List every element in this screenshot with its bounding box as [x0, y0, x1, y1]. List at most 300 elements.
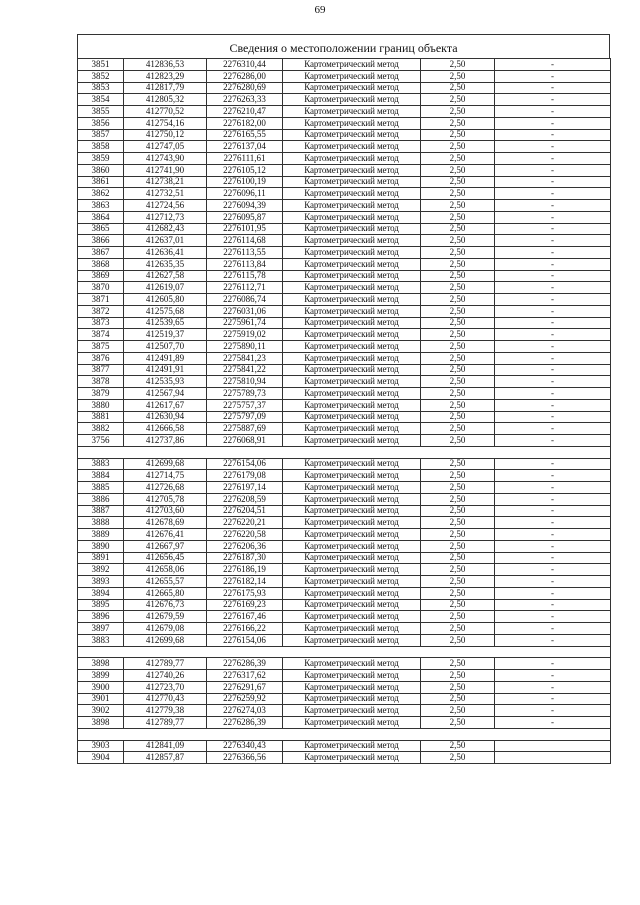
table-row — [78, 153, 611, 165]
method-cell: Картометрический метод — [283, 352, 421, 364]
precision-cell: 2,50 — [421, 423, 495, 435]
x-coordinate-cell: 412658,06 — [124, 564, 207, 576]
y-coordinate-cell: 2276310,44 — [207, 59, 283, 71]
method-cell: Картометрический метод — [283, 564, 421, 576]
point-number-cell: 3891 — [78, 552, 124, 564]
point-number-cell: 3876 — [78, 352, 124, 364]
point-number-cell: 3893 — [78, 576, 124, 588]
description-cell: - — [495, 493, 611, 505]
y-coordinate-cell: 2276286,00 — [207, 70, 283, 82]
x-coordinate-cell: 412750,12 — [124, 129, 207, 141]
table-row — [78, 740, 611, 752]
table-row — [78, 352, 611, 364]
y-coordinate-cell: 2276095,87 — [207, 211, 283, 223]
method-cell: Картометрический метод — [283, 388, 421, 400]
x-coordinate-cell: 412656,45 — [124, 552, 207, 564]
precision-cell: 2,50 — [421, 200, 495, 212]
precision-cell: 2,50 — [421, 141, 495, 153]
method-cell: Картометрический метод — [283, 153, 421, 165]
x-coordinate-cell: 412637,01 — [124, 235, 207, 247]
precision-cell: 2,50 — [421, 364, 495, 376]
table-row — [78, 59, 611, 71]
x-coordinate-cell: 412789,77 — [124, 658, 207, 670]
precision-cell: 2,50 — [421, 106, 495, 118]
precision-cell: 2,50 — [421, 552, 495, 564]
coordinates-table — [77, 58, 611, 764]
description-cell: - — [495, 305, 611, 317]
y-coordinate-cell: 2276154,06 — [207, 458, 283, 470]
y-coordinate-cell: 2276286,39 — [207, 658, 283, 670]
description-cell: - — [495, 435, 611, 447]
y-coordinate-cell: 2276274,03 — [207, 705, 283, 717]
table-row — [78, 399, 611, 411]
table-row — [78, 658, 611, 670]
boundary-table-sheet — [77, 34, 610, 764]
method-cell: Картометрический метод — [283, 740, 421, 752]
point-number-cell: 3863 — [78, 200, 124, 212]
description-cell: - — [495, 82, 611, 94]
description-cell: - — [495, 176, 611, 188]
y-coordinate-cell: 2276197,14 — [207, 482, 283, 494]
point-number-cell: 3852 — [78, 70, 124, 82]
precision-cell: 2,50 — [421, 153, 495, 165]
precision-cell: 2,50 — [421, 587, 495, 599]
x-coordinate-cell: 412676,41 — [124, 529, 207, 541]
point-number-cell: 3862 — [78, 188, 124, 200]
precision-cell: 2,50 — [421, 493, 495, 505]
y-coordinate-cell: 2276031,06 — [207, 305, 283, 317]
y-coordinate-cell: 2276111,61 — [207, 153, 283, 165]
x-coordinate-cell: 412491,89 — [124, 352, 207, 364]
y-coordinate-cell: 2275841,23 — [207, 352, 283, 364]
precision-cell: 2,50 — [421, 247, 495, 259]
table-row — [78, 505, 611, 517]
table-row — [78, 282, 611, 294]
description-cell: - — [495, 376, 611, 388]
point-number-cell: 3855 — [78, 106, 124, 118]
precision-cell: 2,50 — [421, 258, 495, 270]
x-coordinate-cell: 412636,41 — [124, 247, 207, 259]
precision-cell: 2,50 — [421, 329, 495, 341]
point-number-cell: 3866 — [78, 235, 124, 247]
y-coordinate-cell: 2276259,92 — [207, 693, 283, 705]
x-coordinate-cell: 412491,91 — [124, 364, 207, 376]
point-number-cell: 3904 — [78, 752, 124, 764]
group-separator-row — [78, 646, 611, 658]
point-number-cell: 3851 — [78, 59, 124, 71]
point-number-cell: 3861 — [78, 176, 124, 188]
x-coordinate-cell: 412665,80 — [124, 587, 207, 599]
precision-cell: 2,50 — [421, 94, 495, 106]
method-cell: Картометрический метод — [283, 294, 421, 306]
precision-cell: 2,50 — [421, 282, 495, 294]
table-row — [78, 717, 611, 729]
description-cell: - — [495, 399, 611, 411]
description-cell: - — [495, 505, 611, 517]
method-cell: Картометрический метод — [283, 658, 421, 670]
x-coordinate-cell: 412617,67 — [124, 399, 207, 411]
table-row — [78, 106, 611, 118]
point-number-cell: 3903 — [78, 740, 124, 752]
description-cell: - — [495, 623, 611, 635]
table-row — [78, 634, 611, 646]
precision-cell: 2,50 — [421, 693, 495, 705]
description-cell: - — [495, 717, 611, 729]
separator-cell — [78, 728, 611, 740]
method-cell: Картометрический метод — [283, 681, 421, 693]
y-coordinate-cell: 2276101,95 — [207, 223, 283, 235]
x-coordinate-cell: 412539,65 — [124, 317, 207, 329]
point-number-cell: 3887 — [78, 505, 124, 517]
y-coordinate-cell: 2276167,46 — [207, 611, 283, 623]
y-coordinate-cell: 2276220,58 — [207, 529, 283, 541]
description-cell: - — [495, 317, 611, 329]
method-cell: Картометрический метод — [283, 552, 421, 564]
table-row — [78, 294, 611, 306]
point-number-cell: 3869 — [78, 270, 124, 282]
method-cell: Картометрический метод — [283, 94, 421, 106]
group-separator-row — [78, 728, 611, 740]
table-row — [78, 117, 611, 129]
x-coordinate-cell: 412535,93 — [124, 376, 207, 388]
precision-cell: 2,50 — [421, 388, 495, 400]
method-cell: Картометрический метод — [283, 482, 421, 494]
table-row — [78, 364, 611, 376]
y-coordinate-cell: 2276169,23 — [207, 599, 283, 611]
precision-cell: 2,50 — [421, 305, 495, 317]
table-row — [78, 176, 611, 188]
description-cell: - — [495, 59, 611, 71]
y-coordinate-cell: 2276366,56 — [207, 752, 283, 764]
method-cell: Картометрический метод — [283, 176, 421, 188]
method-cell: Картометрический метод — [283, 529, 421, 541]
y-coordinate-cell: 2275919,02 — [207, 329, 283, 341]
precision-cell: 2,50 — [421, 82, 495, 94]
method-cell: Картометрический метод — [283, 364, 421, 376]
point-number-cell: 3875 — [78, 341, 124, 353]
method-cell: Картометрический метод — [283, 270, 421, 282]
method-cell: Картометрический метод — [283, 129, 421, 141]
precision-cell: 2,50 — [421, 576, 495, 588]
point-number-cell: 3894 — [78, 587, 124, 599]
description-cell: - — [495, 388, 611, 400]
y-coordinate-cell: 2276115,78 — [207, 270, 283, 282]
point-number-cell: 3897 — [78, 623, 124, 635]
description-cell: - — [495, 364, 611, 376]
x-coordinate-cell: 412699,68 — [124, 458, 207, 470]
point-number-cell: 3859 — [78, 153, 124, 165]
x-coordinate-cell: 412823,29 — [124, 70, 207, 82]
method-cell: Картометрический метод — [283, 611, 421, 623]
x-coordinate-cell: 412705,78 — [124, 493, 207, 505]
description-cell: - — [495, 94, 611, 106]
point-number-cell: 3864 — [78, 211, 124, 223]
table-row — [78, 681, 611, 693]
x-coordinate-cell: 412817,79 — [124, 82, 207, 94]
x-coordinate-cell: 412805,32 — [124, 94, 207, 106]
method-cell: Картометрический метод — [283, 117, 421, 129]
precision-cell: 2,50 — [421, 235, 495, 247]
precision-cell: 2,50 — [421, 270, 495, 282]
table-row — [78, 388, 611, 400]
x-coordinate-cell: 412575,68 — [124, 305, 207, 317]
x-coordinate-cell: 412714,75 — [124, 470, 207, 482]
method-cell: Картометрический метод — [283, 587, 421, 599]
x-coordinate-cell: 412667,97 — [124, 540, 207, 552]
x-coordinate-cell: 412605,80 — [124, 294, 207, 306]
table-row — [78, 564, 611, 576]
x-coordinate-cell: 412655,57 — [124, 576, 207, 588]
description-cell: - — [495, 599, 611, 611]
point-number-cell: 3867 — [78, 247, 124, 259]
precision-cell: 2,50 — [421, 294, 495, 306]
precision-cell: 2,50 — [421, 352, 495, 364]
precision-cell: 2,50 — [421, 611, 495, 623]
precision-cell: 2,50 — [421, 482, 495, 494]
description-cell: - — [495, 258, 611, 270]
y-coordinate-cell: 2276100,19 — [207, 176, 283, 188]
point-number-cell: 3870 — [78, 282, 124, 294]
x-coordinate-cell: 412747,05 — [124, 141, 207, 153]
point-number-cell: 3888 — [78, 517, 124, 529]
table-row — [78, 623, 611, 635]
precision-cell: 2,50 — [421, 458, 495, 470]
method-cell: Картометрический метод — [283, 576, 421, 588]
y-coordinate-cell: 2276113,55 — [207, 247, 283, 259]
y-coordinate-cell: 2276182,00 — [207, 117, 283, 129]
method-cell: Картометрический метод — [283, 258, 421, 270]
point-number-cell: 3756 — [78, 435, 124, 447]
y-coordinate-cell: 2276068,91 — [207, 435, 283, 447]
description-cell: - — [495, 352, 611, 364]
precision-cell: 2,50 — [421, 223, 495, 235]
y-coordinate-cell: 2276137,04 — [207, 141, 283, 153]
table-row — [78, 540, 611, 552]
method-cell: Картометрический метод — [283, 106, 421, 118]
precision-cell: 2,50 — [421, 376, 495, 388]
description-cell: - — [495, 235, 611, 247]
x-coordinate-cell: 412703,60 — [124, 505, 207, 517]
point-number-cell: 3853 — [78, 82, 124, 94]
x-coordinate-cell: 412666,58 — [124, 423, 207, 435]
x-coordinate-cell: 412732,51 — [124, 188, 207, 200]
separator-cell — [78, 446, 611, 458]
table-row — [78, 482, 611, 494]
table-row — [78, 752, 611, 764]
y-coordinate-cell: 2275887,69 — [207, 423, 283, 435]
group-separator-row — [78, 446, 611, 458]
table-row — [78, 200, 611, 212]
point-number-cell: 3857 — [78, 129, 124, 141]
description-cell: - — [495, 540, 611, 552]
point-number-cell: 3865 — [78, 223, 124, 235]
point-number-cell: 3880 — [78, 399, 124, 411]
y-coordinate-cell: 2276094,39 — [207, 200, 283, 212]
x-coordinate-cell: 412699,68 — [124, 634, 207, 646]
method-cell: Картометрический метод — [283, 540, 421, 552]
y-coordinate-cell: 2276175,93 — [207, 587, 283, 599]
method-cell: Картометрический метод — [283, 329, 421, 341]
description-cell: - — [495, 70, 611, 82]
description-cell: - — [495, 329, 611, 341]
point-number-cell: 3872 — [78, 305, 124, 317]
precision-cell: 2,50 — [421, 752, 495, 764]
point-number-cell: 3898 — [78, 717, 124, 729]
description-cell: - — [495, 200, 611, 212]
description-cell: - — [495, 564, 611, 576]
point-number-cell: 3901 — [78, 693, 124, 705]
x-coordinate-cell: 412679,08 — [124, 623, 207, 635]
x-coordinate-cell: 412789,77 — [124, 717, 207, 729]
method-cell: Картометрический метод — [283, 599, 421, 611]
table-row — [78, 223, 611, 235]
table-row — [78, 235, 611, 247]
x-coordinate-cell: 412737,86 — [124, 435, 207, 447]
description-cell: - — [495, 117, 611, 129]
point-number-cell: 3878 — [78, 376, 124, 388]
x-coordinate-cell: 412723,70 — [124, 681, 207, 693]
y-coordinate-cell: 2275841,22 — [207, 364, 283, 376]
y-coordinate-cell: 2276208,59 — [207, 493, 283, 505]
description-cell: - — [495, 552, 611, 564]
method-cell: Картометрический метод — [283, 247, 421, 259]
table-row — [78, 458, 611, 470]
description-cell: - — [495, 164, 611, 176]
precision-cell: 2,50 — [421, 623, 495, 635]
x-coordinate-cell: 412676,73 — [124, 599, 207, 611]
description-cell: - — [495, 529, 611, 541]
y-coordinate-cell: 2275890,11 — [207, 341, 283, 353]
x-coordinate-cell: 412836,53 — [124, 59, 207, 71]
table-row — [78, 341, 611, 353]
y-coordinate-cell: 2276186,19 — [207, 564, 283, 576]
y-coordinate-cell: 2276114,68 — [207, 235, 283, 247]
table-row — [78, 82, 611, 94]
point-number-cell: 3877 — [78, 364, 124, 376]
precision-cell: 2,50 — [421, 59, 495, 71]
x-coordinate-cell: 412741,90 — [124, 164, 207, 176]
precision-cell: 2,50 — [421, 529, 495, 541]
precision-cell: 2,50 — [421, 658, 495, 670]
point-number-cell: 3892 — [78, 564, 124, 576]
method-cell: Картометрический метод — [283, 505, 421, 517]
method-cell: Картометрический метод — [283, 282, 421, 294]
description-cell: - — [495, 411, 611, 423]
method-cell: Картометрический метод — [283, 223, 421, 235]
y-coordinate-cell: 2276096,11 — [207, 188, 283, 200]
table-row — [78, 141, 611, 153]
x-coordinate-cell: 412841,09 — [124, 740, 207, 752]
point-number-cell: 3854 — [78, 94, 124, 106]
table-row — [78, 164, 611, 176]
point-number-cell: 3883 — [78, 458, 124, 470]
x-coordinate-cell: 412754,16 — [124, 117, 207, 129]
table-row — [78, 70, 611, 82]
precision-cell: 2,50 — [421, 705, 495, 717]
precision-cell: 2,50 — [421, 188, 495, 200]
x-coordinate-cell: 412779,38 — [124, 705, 207, 717]
precision-cell: 2,50 — [421, 717, 495, 729]
description-cell: - — [495, 482, 611, 494]
description-cell: - — [495, 247, 611, 259]
point-number-cell: 3889 — [78, 529, 124, 541]
y-coordinate-cell: 2276165,55 — [207, 129, 283, 141]
y-coordinate-cell: 2275757,37 — [207, 399, 283, 411]
table-row — [78, 188, 611, 200]
precision-cell: 2,50 — [421, 517, 495, 529]
y-coordinate-cell: 2276112,71 — [207, 282, 283, 294]
y-coordinate-cell: 2276206,36 — [207, 540, 283, 552]
table-row — [78, 329, 611, 341]
point-number-cell: 3879 — [78, 388, 124, 400]
description-cell: - — [495, 517, 611, 529]
description-cell: - — [495, 153, 611, 165]
method-cell: Картометрический метод — [283, 70, 421, 82]
table-row — [78, 517, 611, 529]
method-cell: Картометрический метод — [283, 59, 421, 71]
description-cell: - — [495, 458, 611, 470]
method-cell: Картометрический метод — [283, 399, 421, 411]
y-coordinate-cell: 2276263,33 — [207, 94, 283, 106]
table-row — [78, 576, 611, 588]
table-row — [78, 423, 611, 435]
method-cell: Картометрический метод — [283, 693, 421, 705]
method-cell: Картометрический метод — [283, 164, 421, 176]
y-coordinate-cell: 2275961,74 — [207, 317, 283, 329]
method-cell: Картометрический метод — [283, 200, 421, 212]
precision-cell: 2,50 — [421, 634, 495, 646]
precision-cell: 2,50 — [421, 505, 495, 517]
description-cell: - — [495, 681, 611, 693]
y-coordinate-cell: 2275797,09 — [207, 411, 283, 423]
x-coordinate-cell: 412712,73 — [124, 211, 207, 223]
table-row — [78, 129, 611, 141]
y-coordinate-cell: 2276154,06 — [207, 634, 283, 646]
method-cell: Картометрический метод — [283, 752, 421, 764]
precision-cell: 2,50 — [421, 411, 495, 423]
table-row — [78, 270, 611, 282]
precision-cell: 2,50 — [421, 740, 495, 752]
precision-cell: 2,50 — [421, 164, 495, 176]
point-number-cell: 3899 — [78, 670, 124, 682]
method-cell: Картометрический метод — [283, 623, 421, 635]
x-coordinate-cell: 412738,21 — [124, 176, 207, 188]
x-coordinate-cell: 412857,87 — [124, 752, 207, 764]
point-number-cell: 3873 — [78, 317, 124, 329]
method-cell: Картометрический метод — [283, 211, 421, 223]
point-number-cell: 3895 — [78, 599, 124, 611]
precision-cell: 2,50 — [421, 564, 495, 576]
precision-cell: 2,50 — [421, 317, 495, 329]
y-coordinate-cell: 2276179,08 — [207, 470, 283, 482]
y-coordinate-cell: 2276204,51 — [207, 505, 283, 517]
method-cell: Картометрический метод — [283, 670, 421, 682]
x-coordinate-cell: 412507,70 — [124, 341, 207, 353]
description-cell: - — [495, 658, 611, 670]
x-coordinate-cell: 412724,56 — [124, 200, 207, 212]
description-cell: - — [495, 705, 611, 717]
point-number-cell: 3886 — [78, 493, 124, 505]
description-cell: - — [495, 423, 611, 435]
method-cell: Картометрический метод — [283, 717, 421, 729]
x-coordinate-cell: 412770,43 — [124, 693, 207, 705]
precision-cell: 2,50 — [421, 435, 495, 447]
precision-cell: 2,50 — [421, 470, 495, 482]
table-row — [78, 705, 611, 717]
table-row — [78, 305, 611, 317]
y-coordinate-cell: 2276210,47 — [207, 106, 283, 118]
method-cell: Картометрический метод — [283, 235, 421, 247]
